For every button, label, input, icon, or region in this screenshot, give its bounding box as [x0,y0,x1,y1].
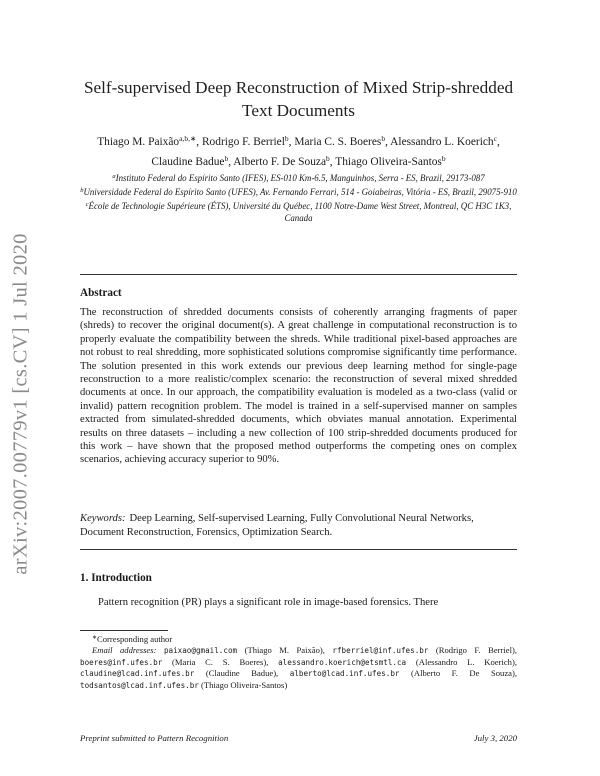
footer-submission: Preprint submitted to Pattern Recognition [80,733,229,743]
author-list: Thiago M. Paixão$^{a,b,∗}$, Rodrigo F. Berriel$^b$, Maria C. S. Boeres$^b$, Alessandro L. Koerich$^c$, Claudine Badue$^b$, Alberto F. De Souza$^b$, Thiago Oliveira-Santos$^b$ [97,134,500,168]
affiliation-item: $^a$Instituto Federal do Espírito Santo (IFES), ES-010 Km-6.5, Manguinhos, Serra - ES, Brazil, 29173-087 [112,173,485,183]
email-link[interactable]: todsantos@lcad.inf.ufes.br [80,680,199,690]
author-name: Claudine Badue [151,155,225,168]
keywords [80,512,517,540]
footer-date: July 3, 2020 [473,733,517,743]
divider-bottom [80,549,517,550]
author-affil-mark: c [493,134,497,143]
author-affil-mark: b [381,134,386,143]
affiliation-item: $^c$École de Technologie Supérieure (ÉTS), Université du Québec, 1100 Notre-Dame West Street, Montreal, QC H3C 1K3, Canada [85,200,512,223]
author-affil-mark: a,b,∗ [179,134,197,143]
email-link[interactable]: alberto@lcad.inf.ufes.br [289,669,400,679]
email-link[interactable]: claudine@lcad.inf.ufes.br [80,669,195,679]
arxiv-identifier: arXiv:2007.00779v1 [cs.CV] 1 Jul 2020 [9,233,32,575]
keywords-label: Keywords: [80,513,126,524]
footnote-corresponding: ∗Corresponding author [92,634,173,644]
abstract-heading: Abstract [80,287,122,299]
author-affil-mark: b [284,134,289,143]
author-name: Alberto F. De Souza [233,155,327,168]
footnote-emails: Email addresses: paixao@gmail.com (Thiago M. Paixão), rfberriel@inf.ufes.br (Rodrigo F. Berriel), boeres@inf.ufes.br (Maria C. S. Boeres), alessandro.koerich@etsmtl.ca (Alessandro L. Koerich), claudine@lcad.inf.ufes.br (Claudine Badue), alberto@lcad.inf.ufes.br (Alberto F. De Souza), todsantos@lcad.inf.ufes.br (Thiago Oliveira-Santos) [80,645,517,690]
author-name: Alessandro L. Koerich [390,136,494,148]
author-name: Rodrigo F. Berriel [201,136,285,148]
keywords-text: Deep Learning, Self-supervised Learning, Fully Convolutional Neural Networks, Document Reconstruction, Forensics, Optimization Search. [80,513,474,538]
email-link[interactable]: rfberriel@inf.ufes.br [332,646,429,655]
email-link[interactable]: paixao@gmail.com [163,646,238,655]
author-name: Thiago Oliveira-Santos [335,155,442,168]
paper-title [80,76,517,122]
author-affil-mark: b [326,153,330,163]
author-affil-mark: b [441,153,446,163]
affiliation-item: $^b$Universidade Federal do Espírito Santo (UFES), Av. Fernando Ferrari, 514 - Goiabeiras, Vitória - ES, Brazil, 29075-910 [80,186,517,197]
author-affil-mark: b [224,153,229,163]
email-label: Email addresses: [92,645,157,655]
introduction-text: Pattern recognition (PR) plays a significant role in image-based forensics. There [98,597,439,608]
affiliation-list [80,171,517,225]
email-link[interactable]: alessandro.koerich@etsmtl.ca [278,657,407,667]
author-name: Maria C. S. Boeres [294,136,382,148]
section-heading-introduction: 1. Introduction [80,572,152,584]
divider-top [80,274,517,275]
title-line-1: Self-supervised Deep Reconstruction of Mixed Strip-shredded [83,78,514,97]
author-name: Thiago M. Paixão [97,136,180,148]
abstract-body: The reconstruction of shredded documents consists of coherently arranging fragments of paper (shreds) to recover the original document(s). A great challenge in computational reconstruction is to properly evaluate the compatibility between the shreds. While traditional pixel-based approaches are not robust to real shredding, more sophisticated solutions compromise significantly time performance. The solution presented in this work extends our previous deep learning method for single-page reconstruction to a more realistic/complex scenario: the reconstruction of several mixed shredded documents at once. In our approach, the compatibility evaluation is modeled as a two-class (valid or invalid) pattern recognition problem. The model is trained in a self-supervised manner on samples extracted from simulated-shredded documents, which obviates manual annotation. Experimental results on three datasets – including a new collection of 100 strip-shredded documents produced for this work – have shown that the proposed method outperforms the competing ones on complex scenarios, achieving accuracy superior to 90%. [80,307,517,466]
title-line-2: Text Documents [242,101,355,120]
email-link[interactable]: boeres@inf.ufes.br [80,657,163,667]
footnote-divider [80,630,168,631]
